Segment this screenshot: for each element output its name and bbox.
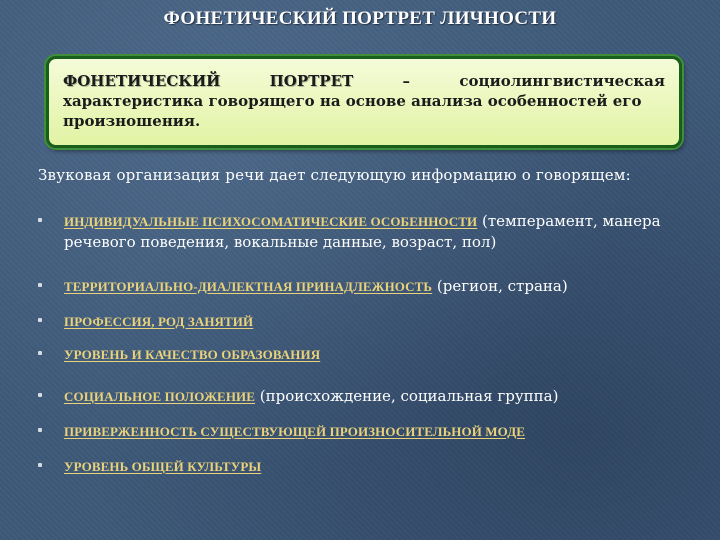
definition-first-line-end: социолингвистическая — [459, 72, 665, 90]
bullet-icon — [38, 351, 42, 355]
list-item — [38, 211, 698, 253]
bullet-icon — [38, 218, 42, 222]
definition-term-word-2: ПОРТРЕТ — [269, 72, 354, 90]
list-item — [38, 421, 698, 442]
bullet-keyword: ТЕРРИТОРИАЛЬНО-ДИАЛЕКТНАЯ ПРИНАДЛЕЖНОСТЬ — [64, 279, 433, 294]
list-item — [38, 276, 698, 297]
bullet-detail: (происхождение, социальная группа) — [255, 387, 559, 405]
bullet-keyword: ИНДИВИДУАЛЬНЫЕ ПСИХОСОМАТИЧЕСКИЕ ОСОБЕННОСТИ — [64, 214, 478, 229]
bullet-keyword: СОЦИАЛЬНОЕ ПОЛОЖЕНИЕ — [64, 389, 256, 404]
slide-title: ФОНЕТИЧЕСКИЙ ПОРТРЕТ ЛИЧНОСТИ — [163, 8, 557, 29]
bullet-detail: (регион, страна) — [432, 277, 568, 295]
list-item — [38, 456, 698, 477]
bullet-detail: (темперамент, манера речевого поведения, вокальные данные, возраст, пол) — [64, 212, 661, 251]
bullet-keyword: УРОВЕНЬ И КАЧЕСТВО ОБРАЗОВАНИЯ — [64, 347, 321, 362]
bullet-keyword: ПРОФЕССИЯ, РОД ЗАНЯТИЙ — [64, 314, 254, 329]
bullet-icon — [38, 283, 42, 287]
definition-dash: – — [402, 72, 411, 90]
bullet-icon — [38, 393, 42, 397]
intro-text: Звуковая организация речи дает следующую информацию о говорящем: — [38, 166, 631, 184]
bullet-icon — [38, 428, 42, 432]
list-item — [38, 386, 698, 407]
list-item — [38, 344, 698, 365]
bullet-keyword: ПРИВЕРЖЕННОСТЬ СУЩЕСТВУЮЩЕЙ ПРОИЗНОСИТЕЛЬНОЙ МОДЕ — [64, 424, 526, 439]
bullet-keyword: УРОВЕНЬ ОБЩЕЙ КУЛЬТУРЫ — [64, 459, 262, 474]
bullet-icon — [38, 318, 42, 322]
definition-term-word-1: ФОНЕТИЧЕСКИЙ — [63, 72, 221, 90]
list-item — [38, 311, 698, 332]
definition-text: характеристика говорящего на основе анализа особенностей его произношения. — [63, 92, 642, 130]
bullet-icon — [38, 463, 42, 467]
